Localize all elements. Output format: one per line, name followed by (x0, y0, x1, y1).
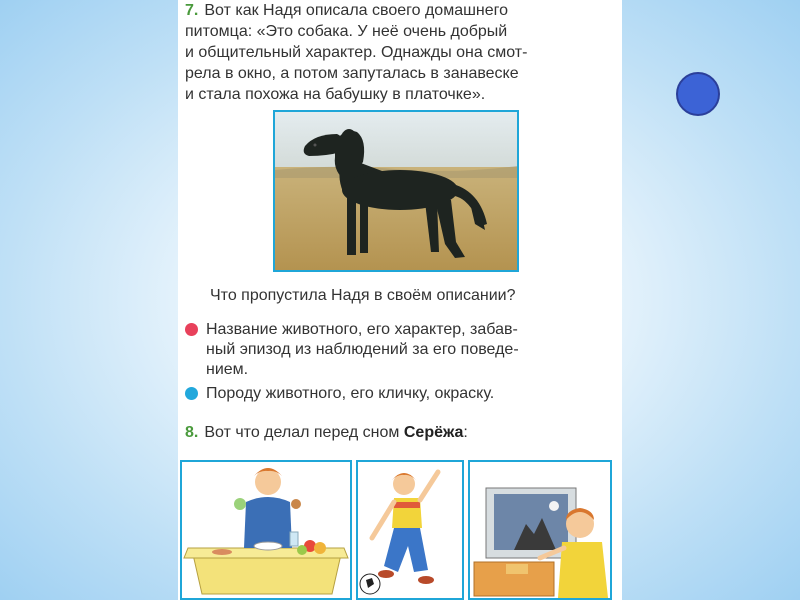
task8-pictures (180, 460, 610, 600)
task8-name: Серёжа (403, 424, 464, 441)
red-dot-icon (185, 323, 198, 336)
picture-boy-tv (468, 460, 612, 600)
boy-football-illustration (358, 462, 462, 598)
blue-dot-icon (185, 387, 198, 400)
task7-question: Что пропустила Надя в своём описании? (210, 287, 516, 304)
dog-photo (273, 110, 519, 272)
picture-boy-eating (180, 460, 352, 600)
task7-line-3: и общительный характер. Однажды она смот- (185, 44, 528, 61)
boy-tv-illustration (470, 462, 610, 598)
option-red: Название животного, его характер, забав- ный эпизод из наблюдений за его поведе- нием. (206, 320, 616, 380)
dog-illustration (275, 112, 517, 270)
task8-heading: 8. Вот что делал перед сном Серёжа: (185, 424, 468, 441)
task7-line-4: рела в окно, а потом запуталась в занавеске (185, 65, 519, 82)
task7-line-1: 7. Вот как Надя описала своего домашнего (185, 2, 509, 19)
task7-number: 7. (185, 2, 199, 19)
task8-number: 8. (185, 424, 199, 441)
task7-text (185, 0, 615, 105)
picture-boy-football (356, 460, 464, 600)
textbook-page (178, 0, 622, 600)
task7-line-2: питомца: «Это собака. У неё очень добрый (185, 23, 508, 40)
option-blue: Породу животного, его кличку, окраску. (206, 384, 616, 404)
navigation-circle-button[interactable] (676, 72, 720, 116)
task7-line-5: и стала похожа на бабушку в платочке». (185, 86, 486, 103)
boy-eating-illustration (182, 462, 350, 598)
